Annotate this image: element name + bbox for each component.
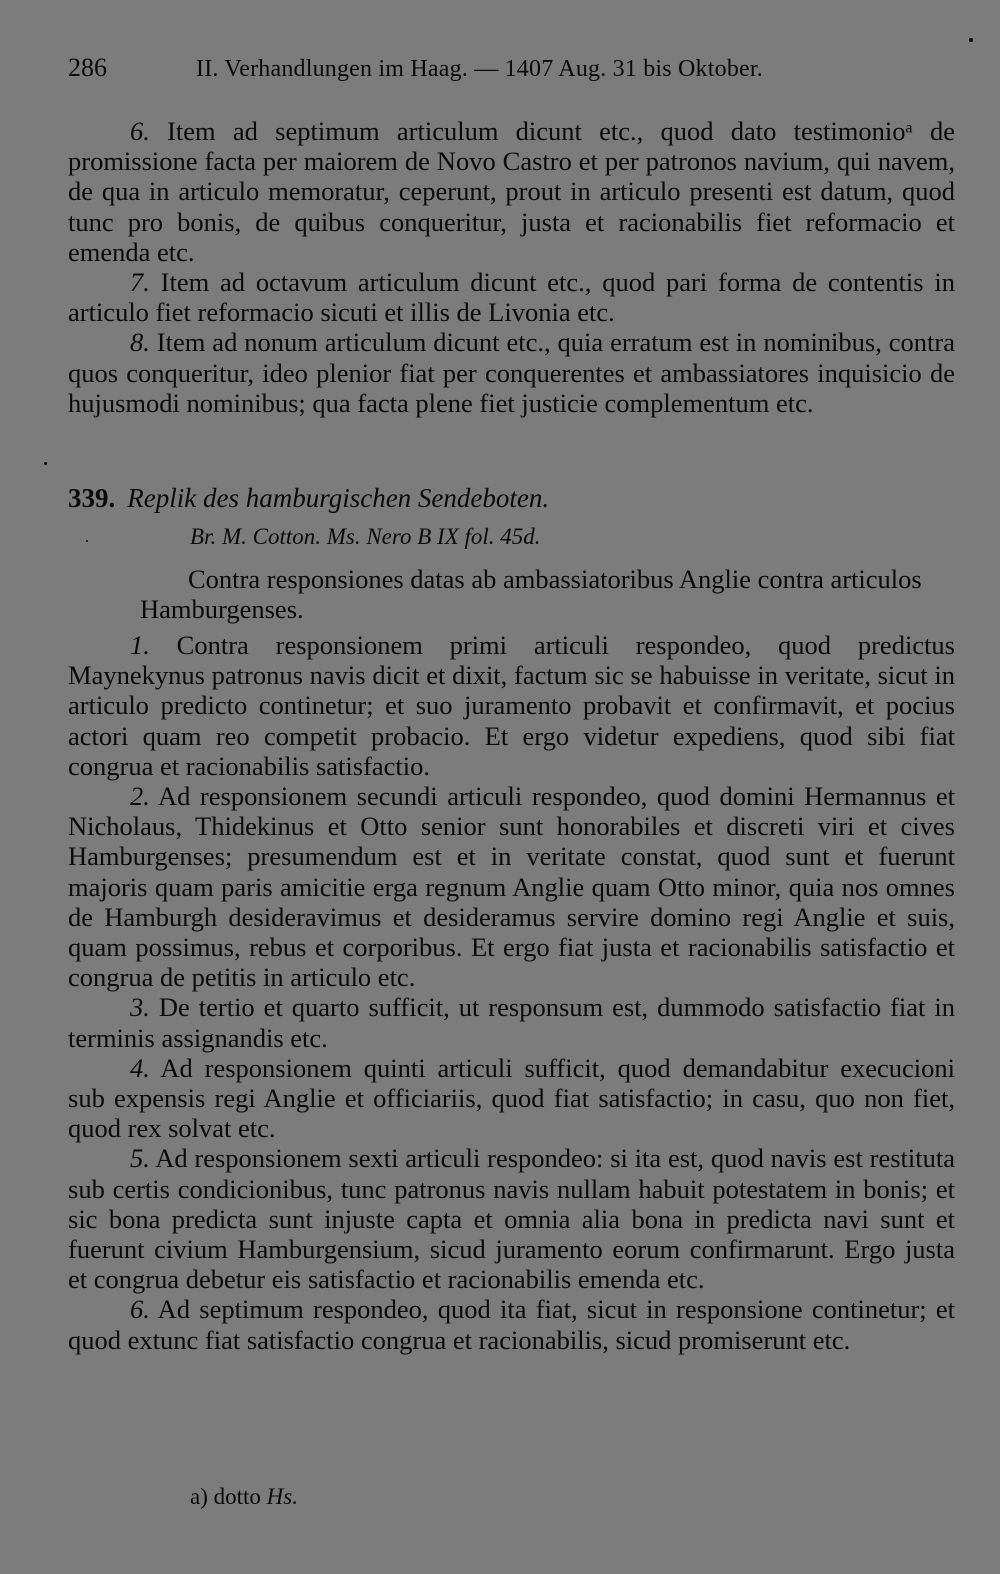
item-number: 6. (130, 116, 150, 146)
item-number: 5. (130, 1143, 150, 1174)
item-number: 7. (130, 267, 150, 298)
document-heading (68, 482, 955, 514)
document-number: 339. (68, 483, 116, 513)
running-title: II. Verhandlungen im Haag. — 1407 Aug. 31 bis Oktober. (196, 56, 763, 82)
document-body (68, 630, 955, 1355)
paragraph-item-7-prev (68, 267, 955, 327)
item-number: 3. (130, 992, 150, 1023)
paragraph-item-4 (68, 1053, 955, 1144)
footnote-source: Hs. (266, 1484, 298, 1509)
item-text: Item ad octavum articulum dicunt etc., quod pari forma de contentis in articulo fiet reformacio sicuti et illis de Livonia etc. (68, 267, 955, 328)
paragraph-item-8-prev (68, 327, 955, 418)
item-number: 1. (130, 630, 150, 660)
page-number: 286 (68, 53, 107, 82)
item-number: 4. (130, 1052, 150, 1083)
paragraph-item-1 (68, 630, 955, 781)
paragraph-item-6 (68, 1294, 955, 1354)
item-text: Item ad septimum articulum dicunt etc., quod dato testimonioᵃ de promissione facta per maiorem de Novo Castro et per patronos navium, qui navem, de qua in articulo memoratur, ceperunt, prout in articulo presenti est datum, quod tunc pro bonis, de quibus conqueritur, justa et racionabilis fiet reformacio et emenda etc. (68, 116, 955, 267)
scan-speck (969, 38, 973, 42)
source-reference: Br. M. Cotton. Ms. Nero B IX fol. 45d. (190, 524, 541, 549)
paragraph-item-6-prev (68, 116, 955, 267)
document-title: Replik des hamburgischen Sendeboten. (127, 483, 550, 513)
paragraph-item-2 (68, 781, 955, 992)
item-number: 2. (130, 781, 150, 812)
item-text: De tertio et quarto sufficit, ut responsum est, dummodo satisfactio fiat in terminis assignandis etc. (68, 992, 955, 1053)
paragraph-item-3 (68, 992, 955, 1052)
footnote-text: a) dotto (190, 1484, 261, 1509)
item-text: Ad responsionem quinti articuli sufficit, quod demandabitur execucioni sub expensis regi Anglie et officiariis, quod fiat satisfactio; in casu, quo non fiet, quod rex solvat etc. (68, 1052, 955, 1144)
item-text: Item ad nonum articulum dicunt etc., quia erratum est in nominibus, contra quos conqueritur, ideo plenior fiat per conquerentes et ambassiatores inquisicio de hujusmodi nominibus; qua facta plene fiet justicie complementum etc. (68, 327, 955, 418)
paragraph-item-5 (68, 1143, 955, 1294)
footnote (190, 1482, 298, 1512)
scan-speck (44, 462, 47, 465)
item-number: 6. (130, 1294, 150, 1325)
previous-document-continuation (68, 116, 955, 418)
item-text: Ad responsionem sexti articuli respondeo: si ita est, quod navis est restituta sub certis condicionibus, tunc patronus navis nullam habuit potestatem in bonis; et sic bona predicta sunt injuste capta et omnia alia bona in predicta navi sunt et fuerunt civium Hamburgensium, sicud juramento eorum confirmarunt. Ergo justa et congrua debetur eis satisfactio et racionabilis emenda etc. (68, 1143, 955, 1295)
item-text: Contra responsionem primi articuli respondeo, quod predictus Maynekynus patronus navis dicit et dixit, factum sic se habuisse in veritate, sicut in articulo predicto continetur; et suo juramento probavit et confirmavit, et pocius actori quam reo competit probacio. Et ergo videtur expediens, quod sibi fiat congrua et racionabilis satisfactio. (68, 630, 955, 781)
document-summary: Contra responsiones datas ab ambassiatoribus Anglie contra articulos Hamburgenses. (140, 564, 922, 625)
running-header (68, 52, 928, 85)
scan-speck (86, 540, 88, 542)
item-text: Ad responsionem secundi articuli respondeo, quod domini Hermannus et Nicholaus, Thidekinus et Otto senior sunt honorabiles et discreti viri et cives Hamburgenses; presumendum est et in veritate constat, quod sunt et fuerunt majoris quam paris amicitie erga regnum Anglie quam Otto minor, quia nos omnes de Hamburgh desideravimus et desideramus servire domino regi Anglie et suis, quam possimus, rebus et corporibus. Et ergo fiat justa et racionabilis satisfactio et congrua de petitis in articulo etc. (68, 781, 955, 993)
item-text: Ad septimum respondeo, quod ita fiat, sicut in responsione continetur; et quod extunc fiat satisfactio congrua et racionabilis, sicud promiserunt etc. (68, 1294, 955, 1355)
item-number: 8. (130, 327, 150, 358)
